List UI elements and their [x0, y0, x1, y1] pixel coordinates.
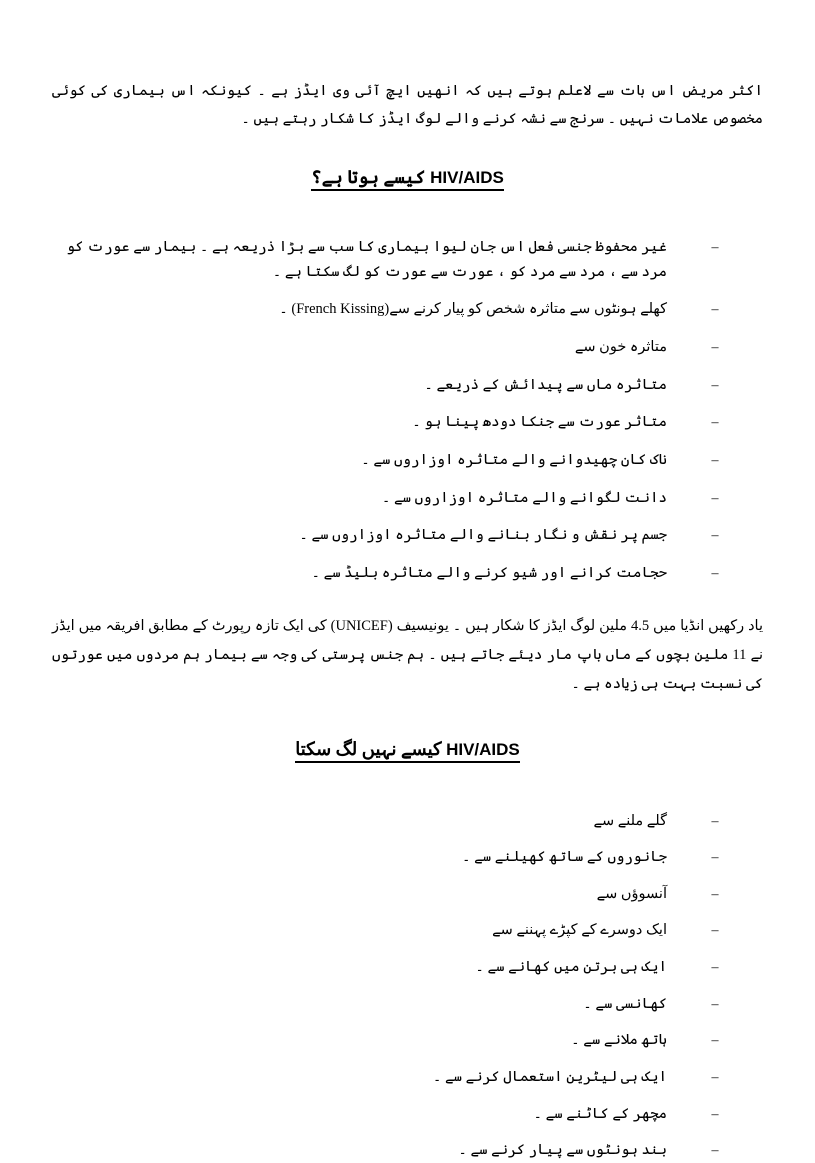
list-item-text: ایک ہی لیٹرین استعمال کرنے سے ۔	[432, 1068, 667, 1085]
section-heading-transmission-latin: HIV/AIDS	[430, 168, 504, 188]
bullet-dash: –	[711, 1143, 719, 1159]
list-item	[52, 845, 763, 870]
bullet-dash: –	[711, 240, 719, 256]
list-item	[52, 882, 763, 907]
list-item-text: جانوروں کے ساتھ کھیلنے سے ۔	[461, 849, 667, 866]
list-item-text: گلے ملنے سے	[593, 812, 667, 829]
bullet-dash: –	[711, 528, 719, 544]
list-item-text: ایک دوسرے کے کپڑے پہننے سے	[492, 922, 667, 939]
list-item-text: دانت لگوانے والے متاثرہ اوزاروں سے ۔	[381, 489, 667, 506]
list-item	[52, 486, 763, 511]
section-heading-transmission	[52, 167, 763, 191]
section-heading-non-transmission	[52, 739, 763, 763]
bullet-dash: –	[711, 996, 719, 1012]
list-item	[52, 448, 763, 473]
list-item-text: بند ہونٹوں سے پیار کرنے سے ۔	[458, 1142, 667, 1159]
list-item-text: متاثرہ خون سے	[574, 339, 667, 356]
bullet-dash: –	[711, 1033, 719, 1049]
intro-paragraph: اکثر مریض اس بات سے لاعلم ہوتے ہیں کہ انھیں ایچ آئی وی ایڈز ہے ۔ کیونکہ اس بیماری کی کوئی مخصوص علامات نہیں ۔ سرنج سے نشہ کرنے والے لوگ ایڈز کا شکار رہتے ہیں ۔	[52, 83, 763, 127]
list-item-text: کھانسی سے ۔	[583, 995, 667, 1012]
bullet-dash: –	[711, 340, 719, 356]
bullet-dash: –	[711, 415, 719, 431]
bullet-dash: –	[711, 490, 719, 506]
list-item	[52, 1028, 763, 1053]
list-item-text: ہاتھ ملانے سے ۔	[571, 1032, 667, 1049]
list-item	[52, 809, 763, 834]
bullet-dash: –	[711, 960, 719, 976]
list-item-text: حجامت کرانے اور شیو کرنے والے متاثرہ بلیڈ سے ۔	[311, 564, 667, 581]
list-item	[52, 410, 763, 435]
bullet-dash: –	[711, 377, 719, 393]
list-item	[52, 561, 763, 586]
bullet-dash: –	[711, 565, 719, 581]
list-item-text: متاثرہ ماں سے پیدائش کے ذریعے ۔	[424, 376, 667, 393]
list-item-text: ناک کان چھیدوانے والے متاثرہ اوزاروں سے ۔	[361, 451, 667, 468]
list-item	[52, 992, 763, 1017]
list-item-text: ایک ہی برتن میں کھانے سے ۔	[475, 959, 667, 976]
list-item	[52, 1065, 763, 1090]
list-item	[52, 297, 763, 322]
list-item	[52, 1138, 763, 1163]
section-heading-non-transmission-latin: HIV/AIDS	[446, 739, 520, 759]
list-item	[52, 235, 763, 284]
list-item	[52, 1102, 763, 1127]
list-item-text: کھلے ہونٹوں سے متاثرہ شخص کو پیار کرنے سے(French Kissing) ۔	[279, 301, 667, 318]
list-item	[52, 918, 763, 943]
bullet-dash: –	[711, 923, 719, 939]
bullet-dash: –	[711, 886, 719, 902]
list-item-text: جسم پر نقش و نگار بنانے والے متاثرہ اوزاروں سے ۔	[299, 527, 667, 544]
list-item-text: آنسوؤں سے	[596, 885, 667, 902]
list-item-text: متاثر عورت سے جنکا دودھ پینا ہو ۔	[412, 414, 667, 431]
list-item-text: غیر محفوظ جنسی فعل اس جان لیوا بیماری کا سب سے بڑا ذریعہ ہے ۔ بیمار سے عورت کو مرد سے ، مرد سے مرد کو ، عورت سے عورت کو لگ سکتا ہے ۔	[66, 239, 667, 280]
bullet-dash: –	[711, 813, 719, 829]
list-item	[52, 373, 763, 398]
list-item	[52, 955, 763, 980]
list-item	[52, 335, 763, 360]
statistics-paragraph: یاد رکھیں انڈیا میں 4.5 ملین لوگ ایڈز کا شکار ہیں ۔ یونیسیف (UNICEF) کی ایک تازہ رپورٹ کے مطابق افریقہ میں ایڈز نے 11 ملین بچوں کے ماں باپ مار دیئے جاتے ہیں ۔ ہم جنس پرستی کی وجہ سے بیمار ہم مردوں میں عورتوں کی نسبت بہت ہی زیادہ ہے ۔	[52, 617, 763, 692]
section-heading-transmission-urdu: کیسے ہوتا ہے؟	[311, 167, 426, 188]
non-transmission-list	[52, 809, 763, 1163]
list-item	[52, 523, 763, 548]
transmission-list	[52, 235, 763, 585]
bullet-dash: –	[711, 452, 719, 468]
bullet-dash: –	[711, 1106, 719, 1122]
list-item-text: مچھر کے کاٹنے سے ۔	[533, 1105, 667, 1122]
bullet-dash: –	[711, 302, 719, 318]
bullet-dash: –	[711, 1069, 719, 1085]
bullet-dash: –	[711, 850, 719, 866]
section-heading-non-transmission-urdu: کیسے نہیں لگ سکتا	[295, 738, 442, 759]
